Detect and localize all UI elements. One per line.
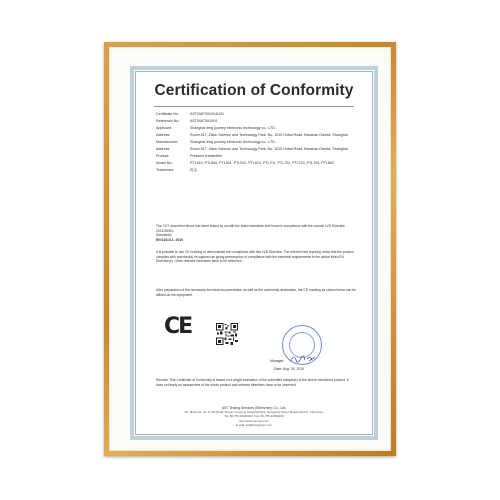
field-value: AST0087391004 [190, 118, 217, 123]
field-value: Room 817, Zikun Science and Technology Park, No. 1010 Hobai Road, Baoshan District, Shanghai [190, 132, 348, 137]
picture-frame [104, 42, 396, 456]
field-value: Shanghai leeg journey electronic technology co., LTD. [190, 139, 276, 144]
documentation-statement: After preparation of the necessary technical documentation as well as the conformity declaration, the CE marking as shown below can be affixed on the equipment. [156, 288, 356, 297]
test-statement [156, 224, 356, 242]
field-label: Applicant: [156, 125, 172, 130]
field-row [156, 119, 360, 124]
frame-mat [109, 47, 391, 451]
field-row [156, 126, 360, 131]
field-value: Shanghai leeg journey electronic technology co., LTD. [190, 125, 276, 130]
issuer-address: 3/F, Block H1, No. 8, 5th Road, Shiyan Yongxing Industrial Park, Songgang Street, Baoan District, Shenzhen. [184, 410, 324, 415]
issuer-name: AST Testing Services (Shenzhen) Co., Ltd. [221, 406, 287, 410]
field-value: AST0087391004LVD [190, 112, 224, 116]
issuer-phone: Tel: 86-755-33030203, Fax: 86-755-33030209 [224, 414, 284, 419]
issuer-email: E-mail: ast@hangtianjc.com [235, 422, 273, 427]
issuer-footer [152, 406, 356, 427]
date-line [274, 367, 304, 371]
field-label: Manufacturer: [156, 139, 179, 144]
field-value: Pressure transmitter [190, 153, 223, 158]
field-label: Model No.: [156, 160, 174, 165]
field-row [156, 154, 360, 159]
field-row [156, 133, 360, 138]
standard-reference: EN 61010-1: 2010 [156, 237, 183, 242]
certificate-border [130, 66, 378, 440]
field-row [156, 168, 360, 173]
field-value: Room 817, Zikun Science and Technology Park, No. 1010 Hobai Road, Baoshan District, Shanghai [190, 146, 348, 151]
certificate-fields [156, 112, 360, 175]
signature [290, 355, 316, 363]
ce-mark-logo: CE [164, 314, 192, 339]
field-label: Trademark: [156, 167, 175, 172]
field-value: PTL510, PTL500, PTL501, PTL510, PTL610, PTL701, PTL702, PTL703, PTL704, PTL802 [190, 160, 334, 165]
field-label: Certificate No.: [156, 112, 180, 116]
qr-code-icon [216, 323, 238, 345]
manager-label: Manager: [270, 359, 285, 363]
field-row [156, 161, 360, 166]
certificate-paper [140, 76, 368, 430]
standards-heading: Standards: [156, 233, 172, 238]
date-label: Date: [274, 367, 283, 371]
remark: Remark: This Certificate of Conformity is based on a single evaluation of the submitted sample(s) of the above mentioned product. It does not imply an assessment of the whole product and relevant directives have to be observed. [156, 378, 349, 387]
certificate-title: Certification of Conformity [154, 82, 354, 99]
field-label: Product: [156, 153, 170, 158]
issuer-website: http://www.ast-test.com [239, 418, 269, 423]
ce-marking-statement: It is possible to use CE marking to demonstrate the compliance with this LVD Directive. The referred test report(s) show that the product complies with standard(s) recognized as giving presumption of compliance with the essential requirements in the above listed EU Directive(s). Other relevant Directives have to be observed. [156, 250, 354, 264]
field-row [156, 140, 360, 145]
field-row [156, 147, 360, 152]
field-label: Reference No.: [156, 118, 181, 123]
test-statement-text: The CUT described above has been tested by us with the listed standards and found in compliance with the council LVD Directive 2014/35/EU. [156, 224, 345, 233]
field-label: Address: [156, 146, 171, 151]
title-rule [154, 106, 354, 107]
field-row [156, 112, 360, 117]
field-value: 再金 [190, 167, 198, 172]
date-value: Aug. 05, 2019 [282, 367, 304, 371]
field-label: Address: [156, 132, 171, 137]
